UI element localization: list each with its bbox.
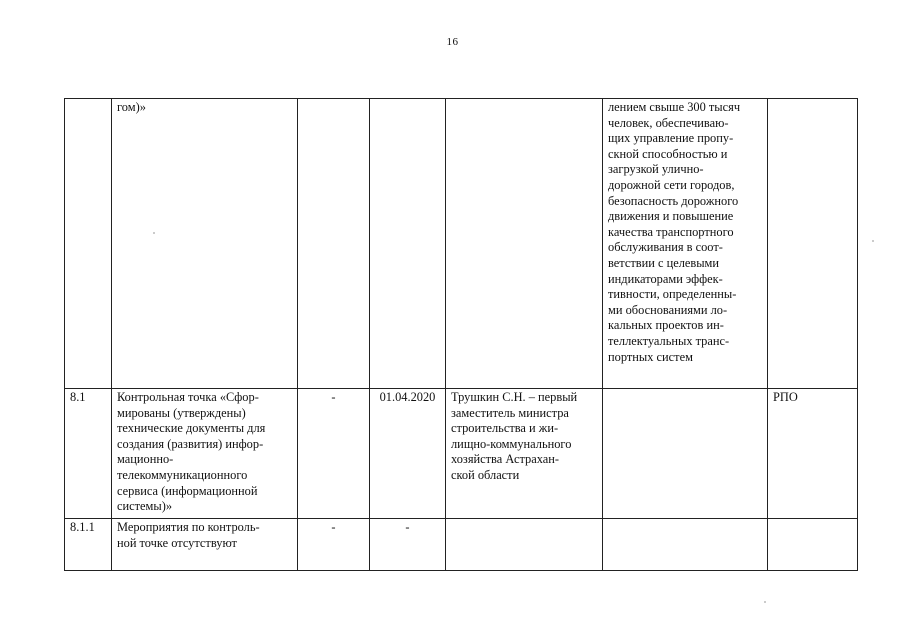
row-result <box>603 389 768 519</box>
row-date: - <box>370 519 446 571</box>
row-col3: - <box>298 389 370 519</box>
scan-speck <box>872 240 874 242</box>
row-result <box>603 519 768 571</box>
row-document <box>768 99 858 389</box>
row-name: Мероприятия по контроль- ной точке отсутствуют <box>112 519 298 571</box>
row-responsible: Трушкин С.Н. – первый заместитель министра строительства и жи- лищно-коммунального хозяйства Астрахан- ской области <box>446 389 603 519</box>
row-code <box>65 99 112 389</box>
table-row <box>65 99 858 389</box>
row-result: лением свыше 300 тысяч человек, обеспечиваю- щих управление пропу- скной способностью и загрузкой улично- дорожной сети городов, безопасность дорожного движения и повышение качества транспортного обслуживания в соот- ветствии с целевыми индикаторами эффек- тивности, определенны- ми обоснованиями ло- кальных проектов ин- теллектуальных транс- портных систем <box>603 99 768 389</box>
row-date <box>370 99 446 389</box>
row-col3 <box>298 99 370 389</box>
plan-table <box>64 98 858 571</box>
row-responsible <box>446 519 603 571</box>
row-date: 01.04.2020 <box>370 389 446 519</box>
page-number: 16 <box>446 36 459 48</box>
row-document <box>768 519 858 571</box>
row-code: 8.1.1 <box>65 519 112 571</box>
scan-speck <box>764 601 766 603</box>
row-responsible <box>446 99 603 389</box>
row-name: Контрольная точка «Сфор- мированы (утверждены) технические документы для создания (развития) инфор- мационно- телекоммуникационного сервиса (информационной системы)» <box>112 389 298 519</box>
table-row <box>65 519 858 571</box>
row-code: 8.1 <box>65 389 112 519</box>
table-row <box>65 389 858 519</box>
scan-speck <box>153 232 155 234</box>
row-col3: - <box>298 519 370 571</box>
row-name: гом)» <box>112 99 298 389</box>
row-document: РПО <box>768 389 858 519</box>
